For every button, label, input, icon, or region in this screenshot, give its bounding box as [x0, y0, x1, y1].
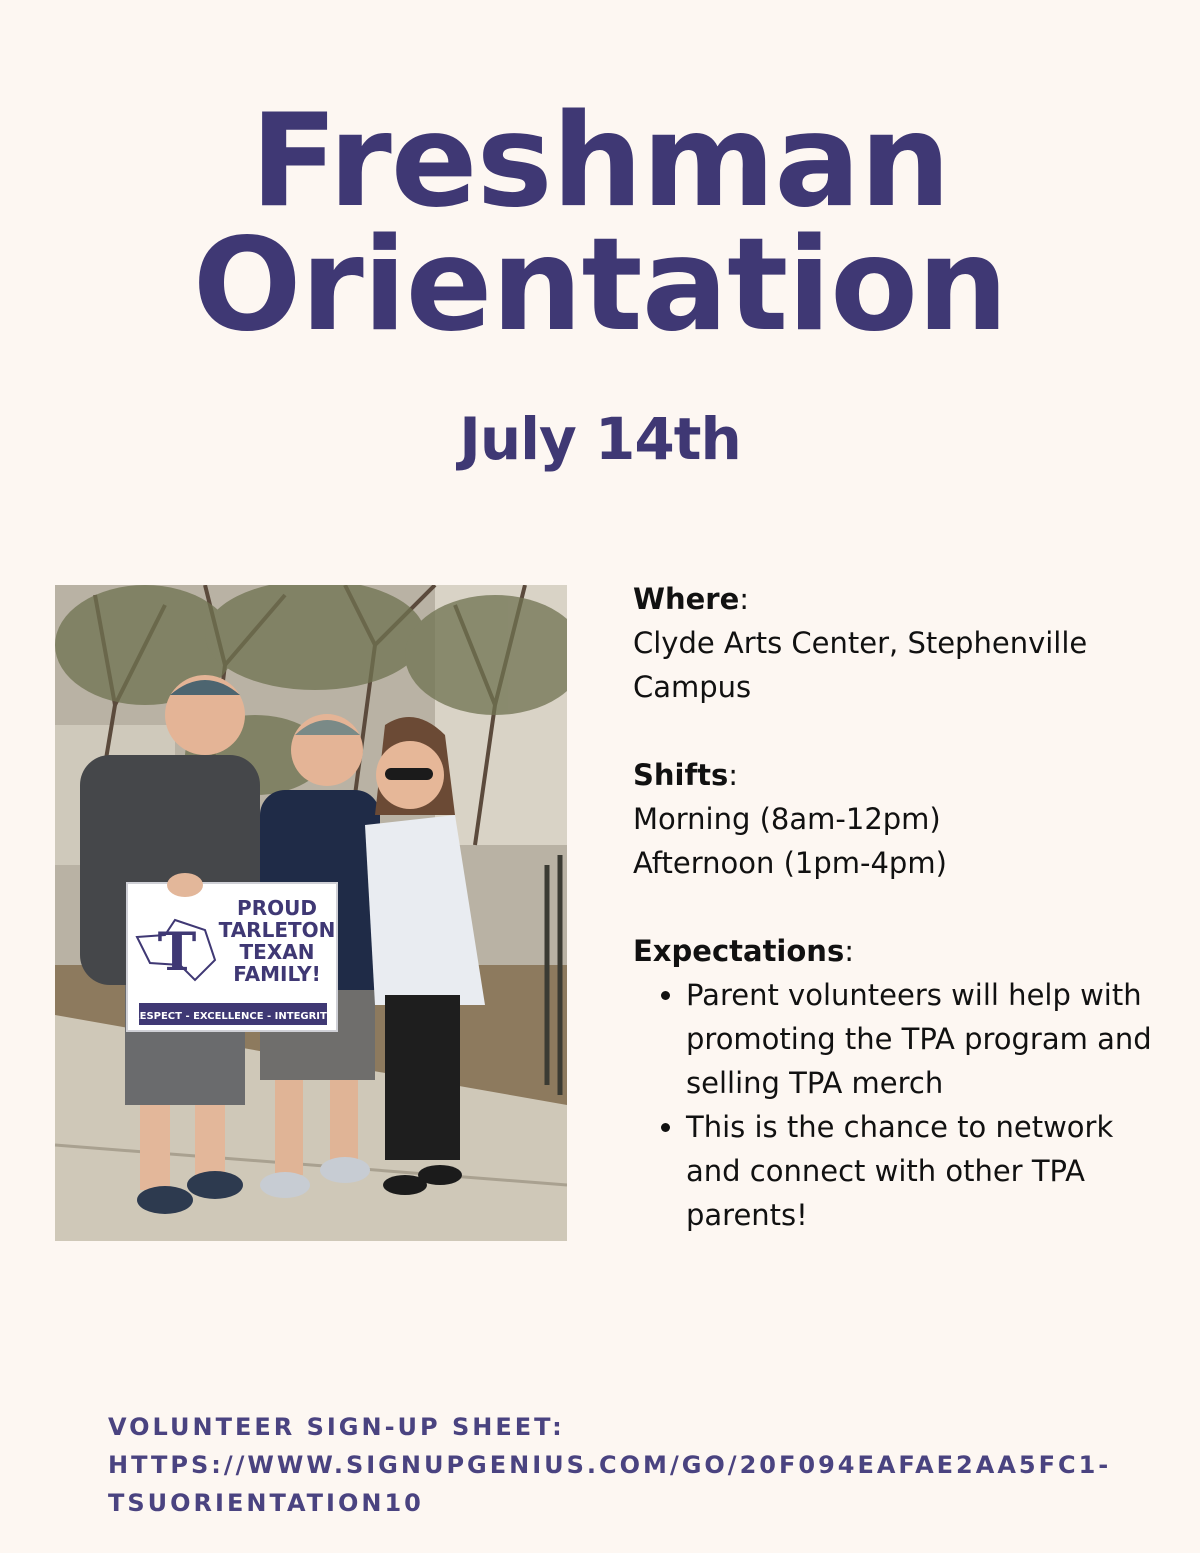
- event-details: [633, 577, 1153, 1237]
- where-label: Where: [633, 582, 740, 616]
- expectations-label: Expectations: [633, 934, 845, 968]
- sign-line-2: TARLETON: [218, 918, 336, 942]
- where-section: Where: Clyde Arts Center, Stephenville Campus: [633, 577, 1153, 709]
- sign-logo-letter: T: [157, 922, 197, 983]
- list-item: • Parent volunteers will help with promoting the TPA program and selling TPA merch: [686, 973, 1153, 1105]
- shifts-label: Shifts: [633, 758, 729, 792]
- where-value-line-2: Campus: [633, 670, 752, 704]
- expectations-section: Expectations: • Parent volunteers will help with promoting the TPA program and selling TPA merch • This is the chance to network and connect with other TPA parents!: [633, 929, 1153, 1237]
- shifts-section: Shifts: Morning (8am-12pm) Afternoon (1pm-4pm): [633, 753, 1153, 885]
- sign-line-1: PROUD: [237, 896, 317, 920]
- signup-footer: [108, 1408, 1112, 1522]
- signup-url-line-1[interactable]: HTTPS://WWW.SIGNUPGENIUS.COM/GO/20F094EAFAE2AA5FC1-: [108, 1451, 1112, 1479]
- where-value-line-1: Clyde Arts Center, Stephenville: [633, 626, 1088, 660]
- list-item: • This is the chance to network and connect with other TPA parents!: [686, 1105, 1153, 1237]
- expectations-list: [633, 973, 1153, 1237]
- event-date: July 14th: [459, 405, 741, 473]
- shift-item: Morning (8am-12pm): [633, 802, 941, 836]
- sign-line-4: FAMILY!: [233, 962, 321, 986]
- signup-label: VOLUNTEER SIGN-UP SHEET:: [108, 1413, 565, 1441]
- signup-url-line-2[interactable]: TSUORIENTATION10: [108, 1489, 424, 1517]
- shift-item: Afternoon (1pm-4pm): [633, 846, 947, 880]
- title-line-2: Orientation: [192, 211, 1008, 360]
- page-title: [0, 87, 1200, 360]
- sign-footer-text: RESPECT - EXCELLENCE - INTEGRITY: [131, 1011, 335, 1022]
- sign-line-3: TEXAN: [239, 940, 315, 964]
- family-photo: [55, 585, 567, 1241]
- title-line-1: Freshman: [250, 87, 950, 236]
